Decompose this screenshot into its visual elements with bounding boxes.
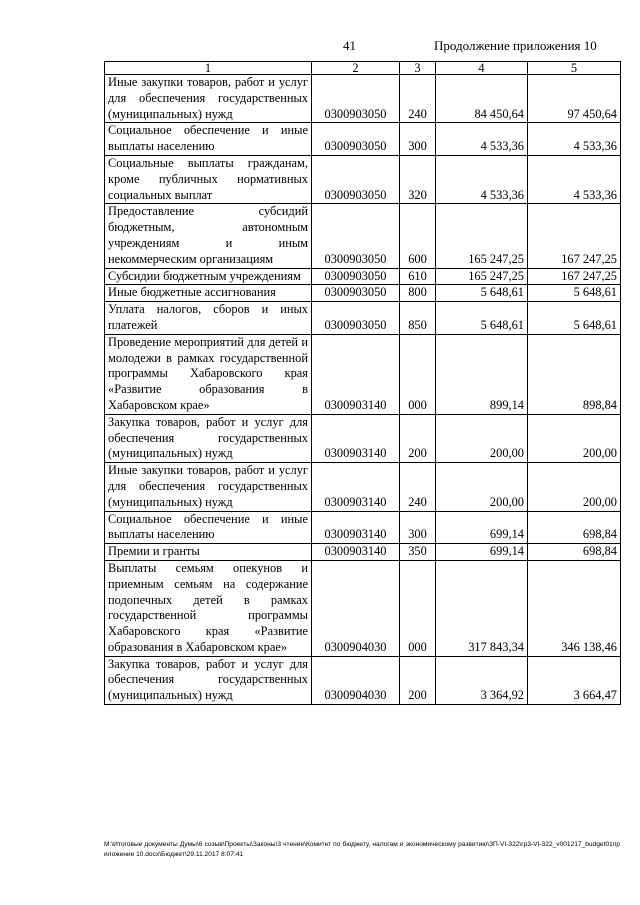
row-code-cell: 0300903050 (312, 123, 400, 156)
table-row (105, 334, 621, 414)
budget-table (104, 61, 621, 705)
row-type-cell: 200 (400, 656, 436, 704)
row-value-2018-cell: 698,84 (528, 544, 621, 561)
table-row (105, 463, 621, 511)
row-type-cell: 350 (400, 544, 436, 561)
row-value-2017-cell: 200,00 (436, 463, 528, 511)
table-header-row (105, 62, 621, 75)
row-name-cell: Предоставление субсидий бюджетным, автономным учреждениям и иным некоммерческим организациям (105, 204, 312, 268)
table-row (105, 414, 621, 462)
row-code-cell: 0300903050 (312, 204, 400, 268)
row-value-2017-cell: 317 843,34 (436, 560, 528, 656)
table-row (105, 75, 621, 123)
row-value-2018-cell: 200,00 (528, 463, 621, 511)
table-row (105, 123, 621, 156)
row-name-cell: Социальное обеспечение и иные выплаты населению (105, 123, 312, 156)
row-value-2018-cell: 97 450,64 (528, 75, 621, 123)
row-value-2017-cell: 5 648,61 (436, 285, 528, 302)
row-name-cell: Закупка товаров, работ и услуг для обеспечения государственных (муниципальных) нужд (105, 656, 312, 704)
table-row (105, 511, 621, 544)
table-row (105, 204, 621, 268)
row-value-2017-cell: 699,14 (436, 511, 528, 544)
column-header: 1 (105, 62, 312, 75)
row-value-2018-cell: 4 533,36 (528, 123, 621, 156)
row-code-cell: 0300903050 (312, 155, 400, 203)
row-value-2018-cell: 200,00 (528, 414, 621, 462)
row-name-cell: Закупка товаров, работ и услуг для обеспечения государственных (муниципальных) нужд (105, 414, 312, 462)
row-code-cell: 0300903050 (312, 75, 400, 123)
row-code-cell: 0300903050 (312, 285, 400, 302)
row-type-cell: 200 (400, 414, 436, 462)
row-value-2018-cell: 5 648,61 (528, 302, 621, 335)
table-row (105, 544, 621, 561)
row-type-cell: 800 (400, 285, 436, 302)
row-code-cell: 0300903140 (312, 463, 400, 511)
row-name-cell: Субсидии бюджетным учреждениям (105, 268, 312, 285)
row-name-cell: Социальное обеспечение и иные выплаты населению (105, 511, 312, 544)
document-path-footer: М:\Итоговые документы Думы\6 созыв\Проекты\Законы\3 чтение\Комитет по бюджету, налогам и экономическому развитию\ЗП-VI-322\гр3-VI-322_v001217_budget01приложение 10.docx\Бюджет\29.11.2017 8:07:41 (104, 841, 620, 858)
row-value-2017-cell: 84 450,64 (436, 75, 528, 123)
column-header: 4 (436, 62, 528, 75)
row-type-cell: 320 (400, 155, 436, 203)
row-code-cell: 0300903050 (312, 268, 400, 285)
row-type-cell: 240 (400, 75, 436, 123)
page-number: 41 (343, 38, 356, 53)
row-name-cell: Иные закупки товаров, работ и услуг для обеспечения государственных (муниципальных) нужд (105, 463, 312, 511)
row-value-2017-cell: 165 247,25 (436, 204, 528, 268)
row-code-cell: 0300903140 (312, 544, 400, 561)
row-name-cell: Уплата налогов, сборов и иных платежей (105, 302, 312, 335)
row-value-2018-cell: 898,84 (528, 334, 621, 414)
row-name-cell: Иные бюджетные ассигнования (105, 285, 312, 302)
row-name-cell: Выплаты семьям опекунов и приемным семьям на содержание подопечных детей в рамках государственной программы Хабаровского края «Развитие образования в Хабаровском крае» (105, 560, 312, 656)
row-value-2018-cell: 3 664,47 (528, 656, 621, 704)
row-value-2017-cell: 4 533,36 (436, 155, 528, 203)
table-row (105, 285, 621, 302)
row-type-cell: 000 (400, 334, 436, 414)
row-value-2017-cell: 165 247,25 (436, 268, 528, 285)
row-type-cell: 300 (400, 123, 436, 156)
row-type-cell: 300 (400, 511, 436, 544)
table-row (105, 268, 621, 285)
row-type-cell: 240 (400, 463, 436, 511)
row-code-cell: 0300903140 (312, 511, 400, 544)
row-code-cell: 0300903140 (312, 334, 400, 414)
table-row (105, 560, 621, 656)
row-code-cell: 0300903050 (312, 302, 400, 335)
row-value-2017-cell: 899,14 (436, 334, 528, 414)
row-name-cell: Проведение мероприятий для детей и молодежи в рамках государственной программы Хабаровского края «Развитие образования в Хабаровском крае» (105, 334, 312, 414)
column-header: 5 (528, 62, 621, 75)
column-header: 2 (312, 62, 400, 75)
row-type-cell: 000 (400, 560, 436, 656)
row-code-cell: 0300904030 (312, 560, 400, 656)
row-code-cell: 0300903140 (312, 414, 400, 462)
table-row (105, 155, 621, 203)
row-value-2018-cell: 167 247,25 (528, 268, 621, 285)
row-value-2018-cell: 5 648,61 (528, 285, 621, 302)
table-row (105, 656, 621, 704)
row-value-2018-cell: 4 533,36 (528, 155, 621, 203)
row-value-2017-cell: 3 364,92 (436, 656, 528, 704)
row-value-2017-cell: 699,14 (436, 544, 528, 561)
row-value-2017-cell: 4 533,36 (436, 123, 528, 156)
row-value-2018-cell: 346 138,46 (528, 560, 621, 656)
row-type-cell: 850 (400, 302, 436, 335)
row-value-2017-cell: 200,00 (436, 414, 528, 462)
row-type-cell: 600 (400, 204, 436, 268)
row-value-2017-cell: 5 648,61 (436, 302, 528, 335)
row-code-cell: 0300904030 (312, 656, 400, 704)
table-row (105, 302, 621, 335)
row-name-cell: Иные закупки товаров, работ и услуг для обеспечения государственных (муниципальных) нужд (105, 75, 312, 123)
column-header: 3 (400, 62, 436, 75)
row-value-2018-cell: 167 247,25 (528, 204, 621, 268)
row-value-2018-cell: 698,84 (528, 511, 621, 544)
row-name-cell: Социальные выплаты гражданам, кроме публичных нормативных социальных выплат (105, 155, 312, 203)
row-type-cell: 610 (400, 268, 436, 285)
row-name-cell: Премии и гранты (105, 544, 312, 561)
continuation-label: Продолжение приложения 10 (434, 38, 597, 53)
